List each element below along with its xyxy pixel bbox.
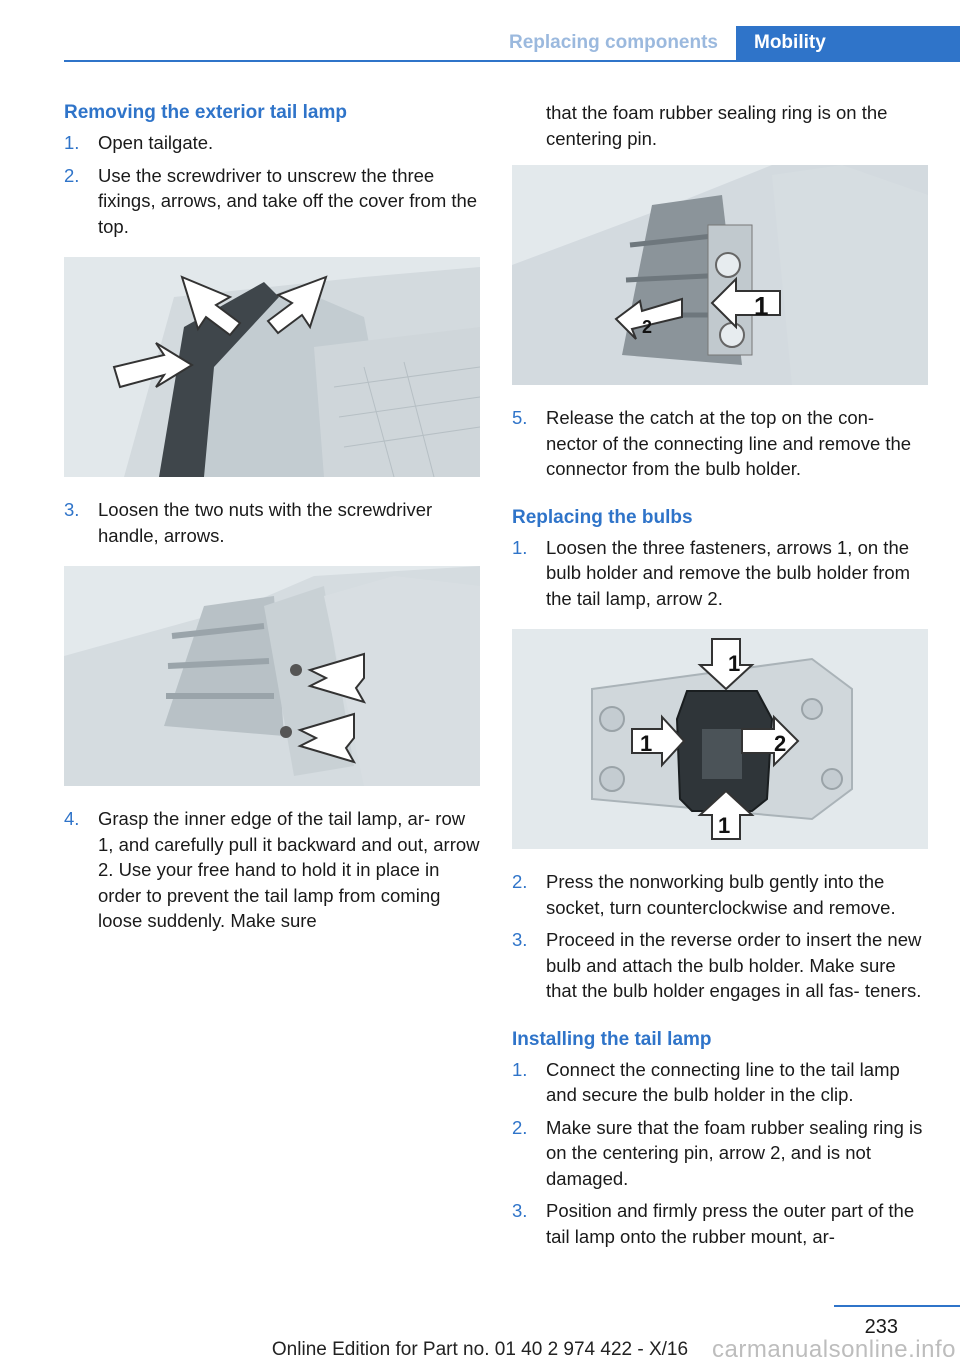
list-item	[64, 497, 480, 548]
step-text: Release the catch at the top on the con‐ nector of the connecting line and remove the connector from the bulb holder.	[546, 407, 912, 479]
heading-removing-tail-lamp: Removing the exterior tail lamp	[64, 102, 347, 123]
step-number: 3.	[64, 499, 80, 520]
list-item	[512, 405, 928, 482]
step-text: Proceed in the reverse order to insert the new bulb and attach the bulb holder. Make sure that the bulb holder engages in all fas‐ teners.	[546, 929, 922, 1001]
figure-label-1: 1	[754, 291, 769, 321]
install-steps-list	[512, 1057, 928, 1250]
step-text: Open tailgate.	[98, 132, 214, 153]
step-number: 2.	[512, 1116, 528, 1138]
step-number: 1.	[512, 536, 528, 558]
illustration-bulb-holder	[512, 629, 928, 849]
list-item	[512, 1115, 928, 1192]
step-text: Position and firmly press the outer part of the tail lamp onto the rubber mount, ar‐	[546, 1200, 915, 1247]
step-number: 3.	[512, 929, 528, 950]
list-item	[64, 806, 480, 934]
removal-steps-list-cont-2	[64, 806, 480, 934]
step-continuation-text: that the foam rubber sealing ring is on the centering pin.	[546, 102, 888, 149]
header-section-title: Replacing components	[508, 32, 718, 53]
list-item	[512, 535, 928, 612]
figure-tail-lamp-nuts	[64, 566, 480, 786]
list-item	[64, 130, 480, 156]
step-text: Loosen the three fasteners, arrows 1, on the bulb holder and remove the bulb holder from the tail lamp, arrow 2.	[546, 536, 911, 609]
removal-steps-list	[64, 130, 480, 239]
list-item	[512, 1057, 928, 1108]
header-rule	[64, 60, 960, 62]
figure-tailgate-cover	[64, 257, 480, 477]
step-text: Grasp the inner edge of the tail lamp, ar‐ row 1, and carefully pull it backward and out, arrow 2. Use your free hand to hold it in place in order to prevent the tail lamp from coming loose suddenly. Make sure	[98, 808, 480, 931]
step-text: Make sure that the foam rubber sealing ring is on the centering pin, arrow 2, and is not damaged.	[546, 1116, 923, 1189]
step-text: Press the nonworking bulb gently into the socket, turn counterclockwise and remove.	[546, 871, 896, 918]
figure-label-1-bottom: 1	[718, 813, 731, 838]
figure-label-2-right: 2	[774, 731, 787, 756]
step-number: 5.	[512, 407, 528, 428]
step-number: 4.	[64, 808, 80, 829]
removal-steps-list-cont-3	[512, 405, 928, 482]
right-column	[512, 100, 928, 1256]
figure-label-1-top: 1	[728, 651, 741, 676]
step-number: 1.	[64, 132, 80, 153]
step-number: 3.	[512, 1200, 528, 1221]
bulbs-steps-list-cont	[512, 869, 928, 1004]
footer-rule	[834, 1305, 960, 1307]
illustration-tailgate-cover	[64, 257, 480, 477]
left-column	[64, 100, 480, 941]
page-number: 233	[864, 1316, 898, 1338]
figure-label-1-left: 1	[640, 731, 653, 756]
removal-steps-list-cont	[64, 497, 480, 548]
header-chapter-tab: Mobility	[736, 26, 960, 62]
step-text: Loosen the two nuts with the screwdriver handle, arrows.	[98, 499, 433, 546]
list-item	[512, 869, 928, 920]
step-text: Use the screwdriver to unscrew the three fixings, arrows, and take off the cover from the top.	[98, 164, 478, 237]
illustration-tail-lamp-pull	[512, 165, 928, 385]
list-item	[512, 1198, 928, 1249]
illustration-tail-lamp-nuts	[64, 566, 480, 786]
list-item	[64, 163, 480, 240]
figure-bulb-holder	[512, 629, 928, 849]
step-number: 2.	[64, 164, 80, 186]
watermark-text: carmanualsonline.info	[712, 1336, 956, 1362]
list-item	[512, 927, 928, 1004]
figure-label-2: 2	[642, 317, 653, 337]
step-number: 1.	[512, 1058, 528, 1080]
figure-tail-lamp-pull	[512, 165, 928, 385]
edition-footer-text: Online Edition for Part no. 01 40 2 974 422 - X/16	[271, 1339, 689, 1360]
heading-installing-tail-lamp: Installing the tail lamp	[512, 1028, 712, 1050]
heading-replacing-bulbs: Replacing the bulbs	[512, 506, 693, 528]
step-text: Connect the connecting line to the tail lamp and secure the bulb holder in the clip.	[546, 1058, 900, 1105]
bulbs-steps-list	[512, 535, 928, 612]
step-number: 2.	[512, 871, 528, 892]
